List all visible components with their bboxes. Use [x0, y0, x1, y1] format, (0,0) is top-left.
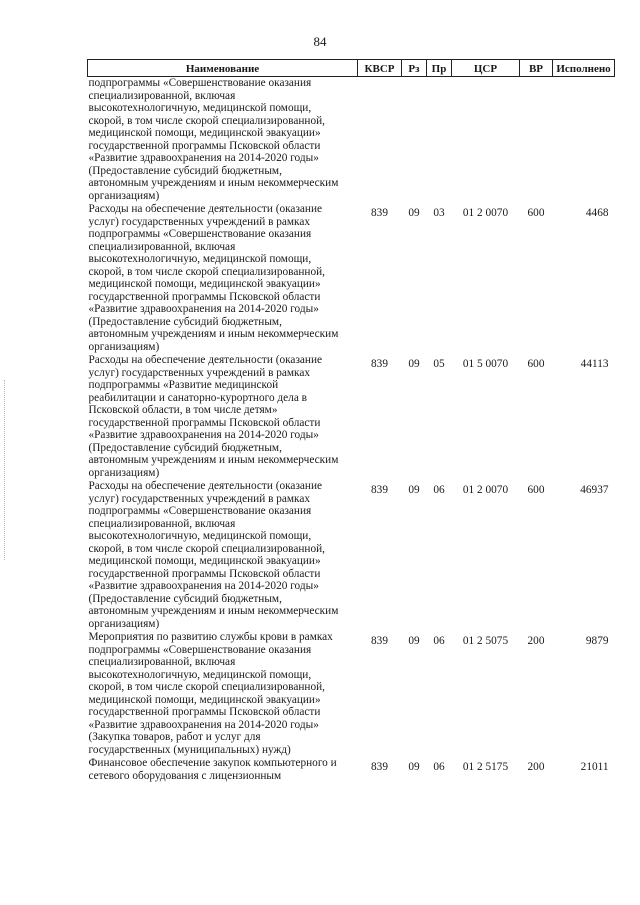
row-rz: 09 — [408, 761, 420, 773]
row-name: подпрограммы «Совершенствование оказания специализированной, включая высокотехнологичную, медицинской помощи, скорой, в том числе скорой специализированной, медицинской помощи, медицинской эвакуации» государственной программы Псковской области «Развитие здравоохранения на 2014-2020 годы» (Предоставление субсидий бюджетным, автономным учреждениям и иным некоммерческим организациям) — [88, 77, 339, 202]
row-kvsr: 839 — [371, 635, 388, 647]
scan-edge-marks — [4, 380, 7, 560]
row-pr: 06 — [433, 484, 445, 496]
row-rz — [402, 77, 427, 204]
table-row — [88, 77, 615, 204]
row-csr: 01 2 0070 — [462, 484, 509, 496]
row-vr: 600 — [527, 484, 545, 496]
row-csr: 01 5 0070 — [462, 358, 509, 370]
row-pr: 06 — [433, 635, 445, 647]
row-executed — [553, 77, 615, 204]
row-executed: 44113 — [580, 358, 609, 370]
page-number: 84 — [313, 34, 327, 49]
row-vr: 200 — [527, 761, 545, 773]
row-executed: 9879 — [585, 635, 609, 647]
row-name: Расходы на обеспечение деятельности (оказание услуг) государственных учреждений в рамках подпрограммы «Развитие медицинской реабилитации и санаторно-курортного дела в Псковской области, в том числе детям» государственной программы Псковской области «Развитие здравоохранения на 2014-2020 годы» (Предоставление субсидий бюджетным, автономным учреждениям и иным некоммерческим организациям) — [88, 354, 339, 479]
column-header-executed: Исполнено — [553, 60, 615, 77]
row-name: Мероприятия по развитию службы крови в рамках подпрограммы «Совершенствование оказания специализированной, включая высокотехнологичную, медицинской помощи, скорой, в том числе скорой специализированной, медицинской помощи, медицинской эвакуации» государственной программы Псковской области «Развитие здравоохранения на 2014-2020 годы» (Закупка товаров, работ и услуг для государственных (муниципальных) нужд) — [88, 631, 333, 756]
row-executed: 4468 — [585, 207, 609, 219]
row-executed: 46937 — [580, 484, 609, 496]
row-name: Расходы на обеспечение деятельности (оказание услуг) государственных учреждений в рамках подпрограммы «Совершенствование оказания специализированной, включая высокотехнологичную, медицинской помощи, скорой, в том числе скорой специализированной, медицинской помощи, медицинской эвакуации» государственной программы Псковской области «Развитие здравоохранения на 2014-2020 годы» (Предоставление субсидий бюджетным, автономным учреждениям и иным некоммерческим организациям) — [88, 203, 339, 353]
table-row — [88, 757, 615, 783]
column-header-rz: Рз — [402, 60, 427, 77]
row-kvsr: 839 — [371, 761, 388, 773]
row-name: Расходы на обеспечение деятельности (оказание услуг) государственных учреждений в рамках подпрограммы «Совершенствование оказания специализированной, включая высокотехнологичную, медицинской помощи, скорой, в том числе скорой специализированной, медицинской помощи, медицинской эвакуации» государственной программы Псковской области «Развитие здравоохранения на 2014-2020 годы» (Предоставление субсидий бюджетным, автономным учреждениям и иным некоммерческим организациям) — [88, 480, 339, 630]
row-vr — [520, 77, 553, 204]
table-row — [88, 354, 615, 480]
row-pr: 06 — [433, 761, 445, 773]
column-header-kvsr: КВСР — [358, 60, 402, 77]
row-rz: 09 — [408, 635, 420, 647]
row-pr: 03 — [433, 207, 445, 219]
row-vr: 600 — [527, 207, 545, 219]
table-row — [88, 480, 615, 631]
column-header-csr: ЦСР — [452, 60, 520, 77]
column-header-name: Наименование — [88, 60, 358, 77]
row-vr: 600 — [527, 358, 545, 370]
row-kvsr — [358, 77, 402, 204]
row-pr: 05 — [433, 358, 445, 370]
row-csr — [452, 77, 520, 204]
table-row — [88, 203, 615, 354]
row-csr: 01 2 5075 — [462, 635, 509, 647]
row-kvsr: 839 — [371, 484, 388, 496]
row-executed: 21011 — [580, 761, 609, 773]
column-header-vr: ВР — [520, 60, 553, 77]
row-rz: 09 — [408, 207, 420, 219]
column-header-pr: Пр — [427, 60, 452, 77]
row-csr: 01 2 5175 — [462, 761, 509, 773]
row-rz: 09 — [408, 484, 420, 496]
row-kvsr: 839 — [371, 207, 388, 219]
row-name: Финансовое обеспечение закупок компьютерного и сетевого оборудования с лицензионным — [88, 757, 337, 782]
row-rz: 09 — [408, 358, 420, 370]
budget-table — [87, 59, 615, 783]
table-row — [88, 631, 615, 757]
row-pr — [427, 77, 452, 204]
table-header-row — [88, 60, 615, 77]
row-vr: 200 — [527, 635, 545, 647]
row-kvsr: 839 — [371, 358, 388, 370]
row-csr: 01 2 0070 — [462, 207, 509, 219]
